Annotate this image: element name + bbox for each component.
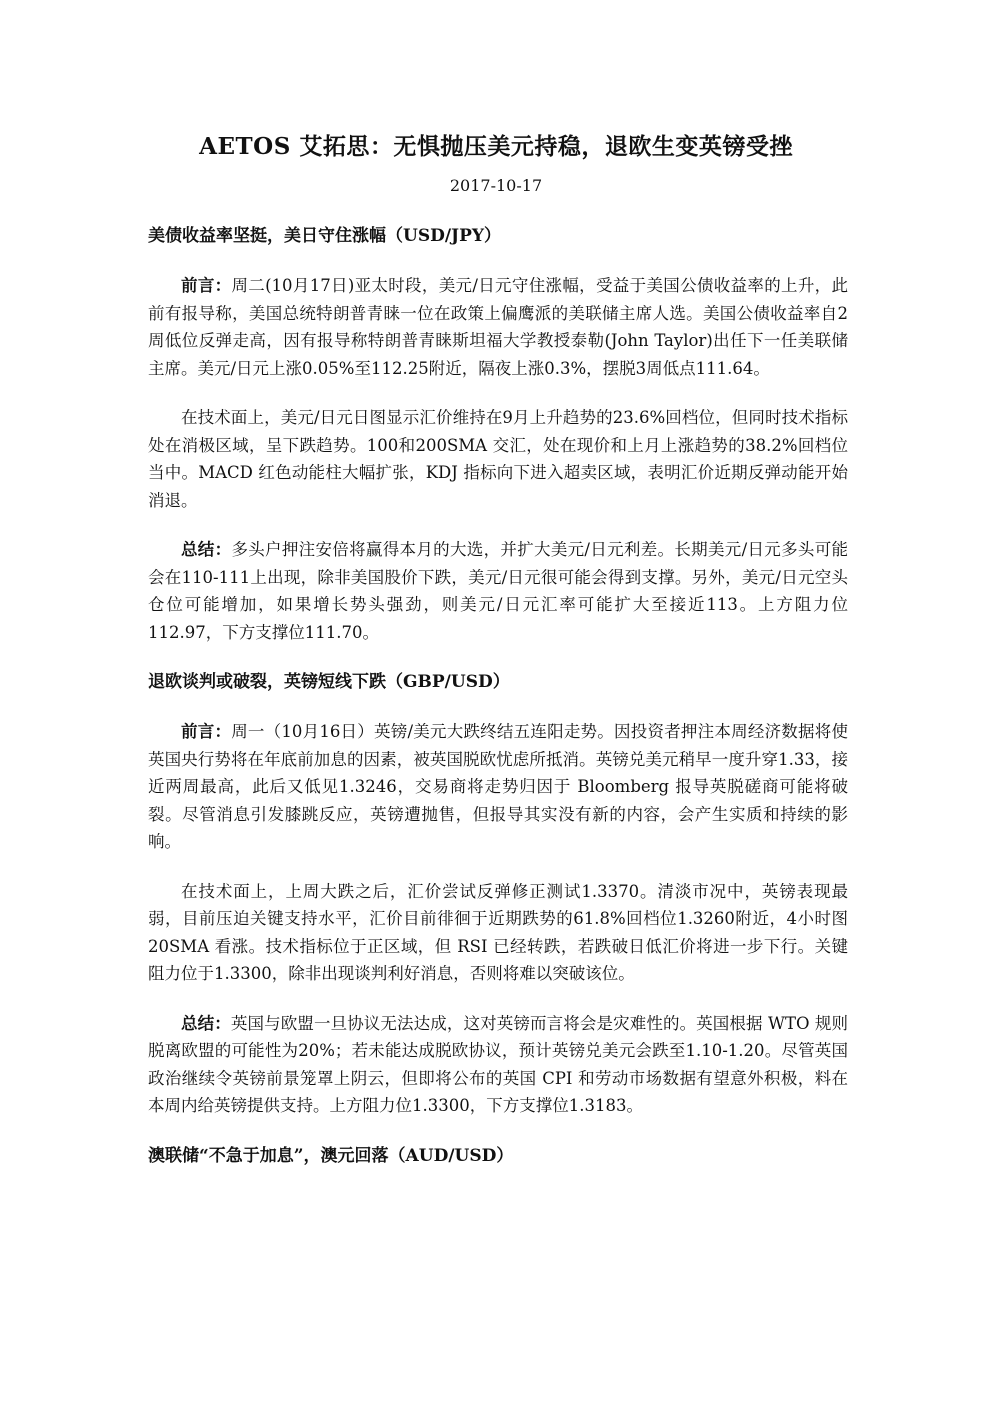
paragraph-text: 周二(10月17日)亚太时段，美元/日元守住涨幅，受益于美国公债收益率的上升，此前有报导称，美国总统特朗普青睐一位在政策上偏鹰派的美联储主席人选。美国公债收益率自2周低位反弹走高，因有报导称特朗普青睐斯坦福大学教授泰勒(John Taylor)出任下一任美联储主席。美元/日元上涨0.05%至112.25附近，隔夜上涨0.3%，摆脱3周低点111.64。 (148, 276, 848, 378)
paragraph-lead: 前言： (181, 722, 232, 741)
paragraph-lead: 前言： (181, 276, 232, 295)
paragraph-summary (148, 536, 848, 646)
paragraph-text: 英国与欧盟一旦协议无法达成，这对英镑而言将会是灾难性的。英国根据 WTO 规则脱离欧盟的可能性为20%；若未能达成脱欧协议，预计英镑兑美元会跌至1.10-1.20。尽管英国政治继续令英镑前景笼罩上阴云，但即将公布的英国 CPI 和劳动市场数据有望意外积极，料在本周内给英镑提供支持。上方阻力位1.3300，下方支撑位1.3183。 (148, 1013, 848, 1115)
paragraph-text: 多头户押注安倍将赢得本月的大选，并扩大美元/日元利差。长期美元/日元多头可能会在110-111上出现，除非美国股价下跌，美元/日元很可能会得到支撑。另外，美元/日元空头仓位可能增加，如果增长势头强劲，则美元/日元汇率可能扩大至接近113。上方阻力位112.97，下方支撑位111.70。 (148, 540, 849, 642)
document-body (148, 222, 848, 1192)
section-audusd (148, 1142, 848, 1170)
paragraph-text: 周一（10月16日）英镑/美元大跌终结五连阳走势。因投资者押注本周经济数据将使英国央行势将在年底前加息的因素，被英国脱欧忧虑所抵消。英镑兑美元稍早一度升穿1.33，接近两周最高，此后又低见1.3246，交易商将走势归因于 Bloomberg 报导英脱磋商可能将破裂。尽管消息引发膝跳反应，英镑遭抛售，但报导其实没有新的内容，会产生实质和持续的影响。 (148, 722, 848, 851)
paragraph-text: 在技术面上，美元/日元日图显示汇价维持在9月上升趋势的23.6%回档位，但同时技术指标处在消极区域，呈下跌趋势。100和200SMA 交汇，处在现价和上月上涨趋势的38.2%回档位当中。MACD 红色动能柱大幅扩张，KDJ 指标向下进入超卖区域，表明汇价近期反弹动能开始消退。 (148, 408, 848, 510)
section-gbpusd (148, 668, 848, 1120)
paragraph-intro (148, 272, 848, 382)
document-date: 2017-10-17 (449, 176, 543, 195)
paragraph-intro (148, 718, 848, 856)
paragraph-text: 在技术面上，上周大跌之后，汇价尝试反弹修正测试1.3370。清淡市况中，英镑表现最弱，目前压迫关键支持水平，汇价目前徘徊于近期跌势的61.8%回档位1.3260附近，4小时图20SMA 看涨。技术指标位于正区域，但 RSI 已经转跌，若跌破日低汇价将进一步下行。关键阻力位于1.3300，除非出现谈判利好消息，否则将难以突破该位。 (148, 881, 848, 983)
paragraph-lead: 总结： (181, 540, 232, 559)
section-usdjpy (148, 222, 848, 646)
paragraph-technical (148, 404, 848, 514)
document-title: AETOS 艾拓思：无惧抛压美元持稳，退欧生变英镑受挫 (199, 133, 793, 160)
paragraph-lead: 总结： (181, 1013, 231, 1033)
paragraph-summary (148, 1010, 848, 1120)
section-heading: 澳联储“不急于加息”，澳元回落（AUD/USD） (148, 1145, 514, 1166)
section-heading: 美债收益率坚挺，美日守住涨幅（USD/JPY） (148, 226, 502, 246)
section-heading: 退欧谈判或破裂，英镑短线下跌（GBP/USD） (148, 672, 510, 692)
paragraph-technical (148, 878, 848, 988)
